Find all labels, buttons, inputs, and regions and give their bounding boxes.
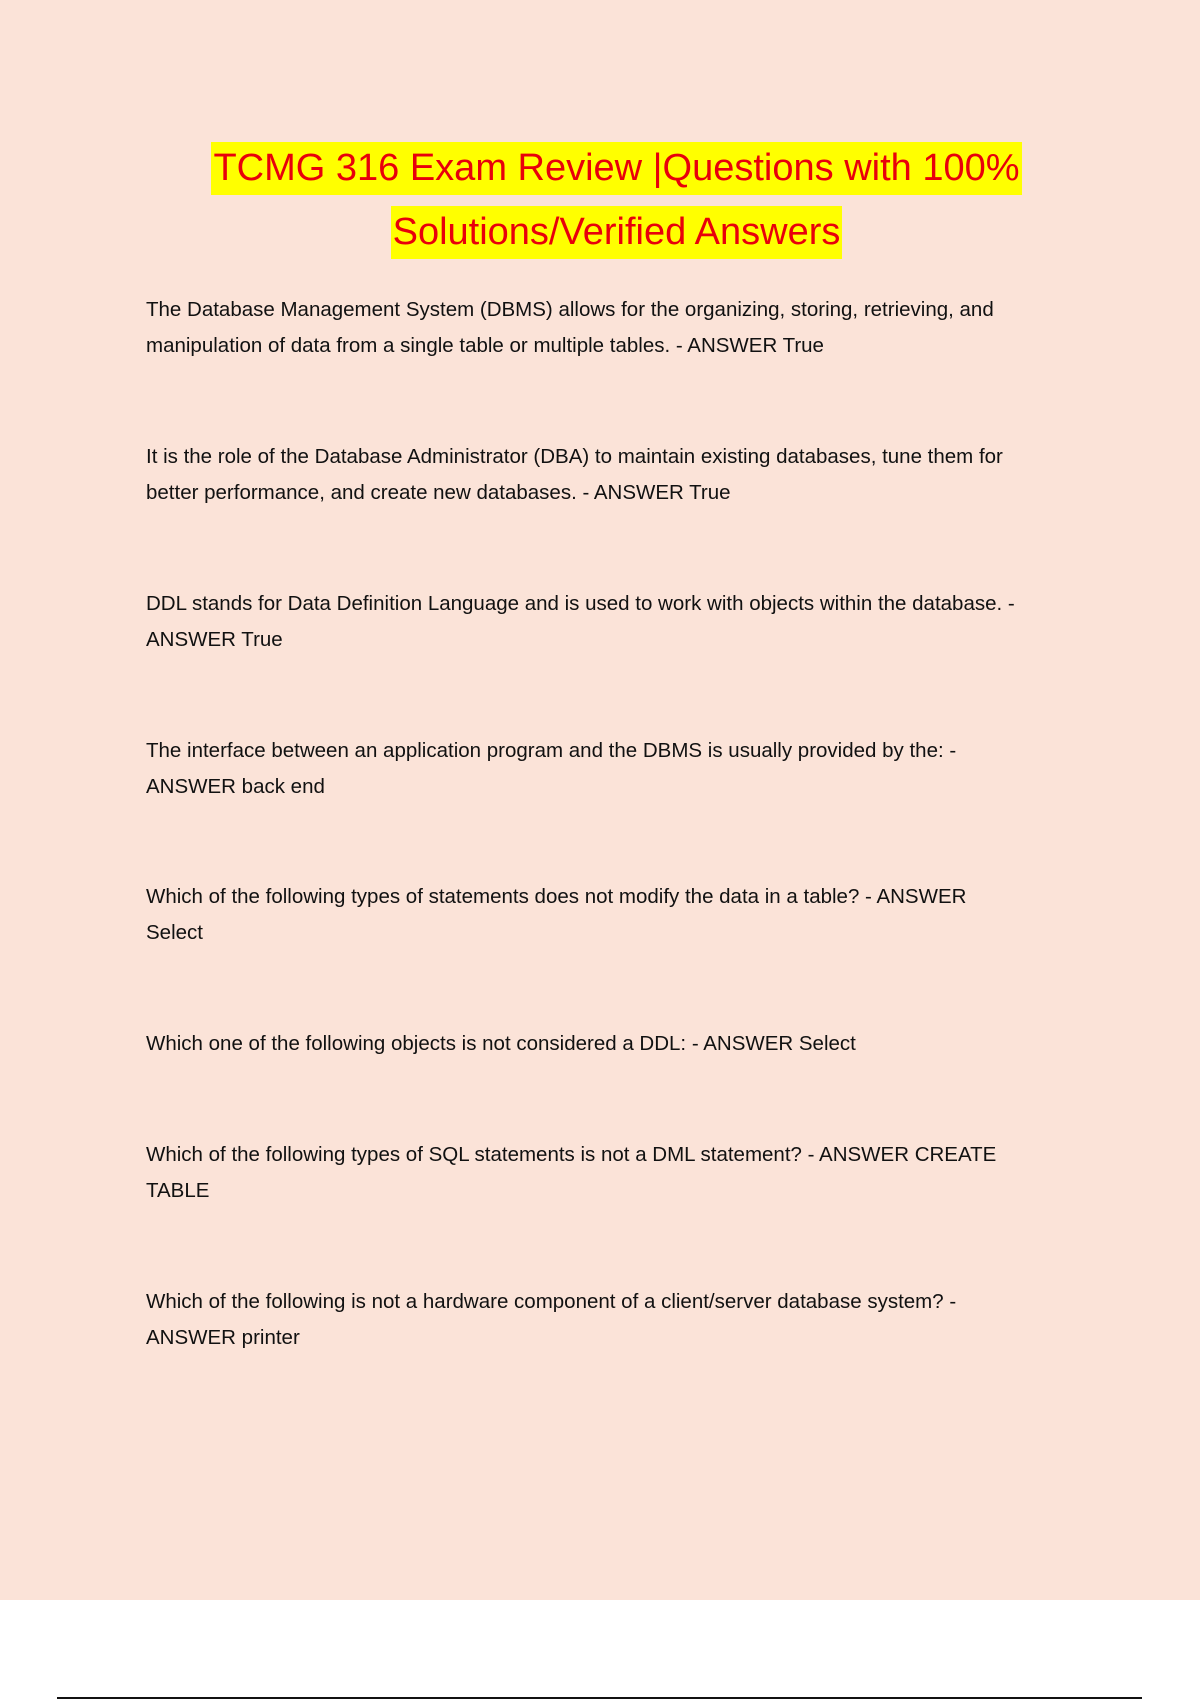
title-line-2: Solutions/Verified Answers [391,206,843,259]
qa-line: It is the role of the Database Administrator (DBA) to maintain existing databases, tune them for [146,445,1003,468]
qa-item-6 [146,1026,1096,1062]
footer-divider [57,1697,1142,1699]
qa-line: ANSWER back end [146,775,325,798]
qa-item-5 [146,879,1096,951]
qa-item-1 [146,292,1096,364]
qa-line: Select [146,921,203,944]
title-line-1: TCMG 316 Exam Review |Questions with 100% [211,142,1021,195]
qa-item-3 [146,586,1096,658]
qa-item-2 [146,439,1096,511]
qa-item-4 [146,733,1096,805]
qa-line: ANSWER True [146,628,283,651]
qa-line: The Database Management System (DBMS) allows for the organizing, storing, retrieving, and [146,298,994,321]
qa-line: Which of the following types of statements does not modify the data in a table? - ANSWER [146,885,967,908]
qa-line: ANSWER printer [146,1326,300,1349]
qa-line: TABLE [146,1179,210,1202]
qa-line: better performance, and create new databases. - ANSWER True [146,481,731,504]
qa-line: Which of the following is not a hardware component of a client/server database system? - [146,1290,957,1313]
qa-line: DDL stands for Data Definition Language and is used to work with objects within the database. - [146,592,1015,615]
qa-line: Which one of the following objects is not considered a DDL: - ANSWER Select [146,1032,856,1055]
qa-line: Which of the following types of SQL statements is not a DML statement? - ANSWER CREATE [146,1143,997,1166]
qa-line: manipulation of data from a single table or multiple tables. - ANSWER True [146,334,824,357]
qa-item-8 [146,1284,1096,1356]
qa-item-7 [146,1137,1096,1209]
document-title [0,142,1200,270]
qa-line: The interface between an application program and the DBMS is usually provided by the: - [146,739,957,762]
